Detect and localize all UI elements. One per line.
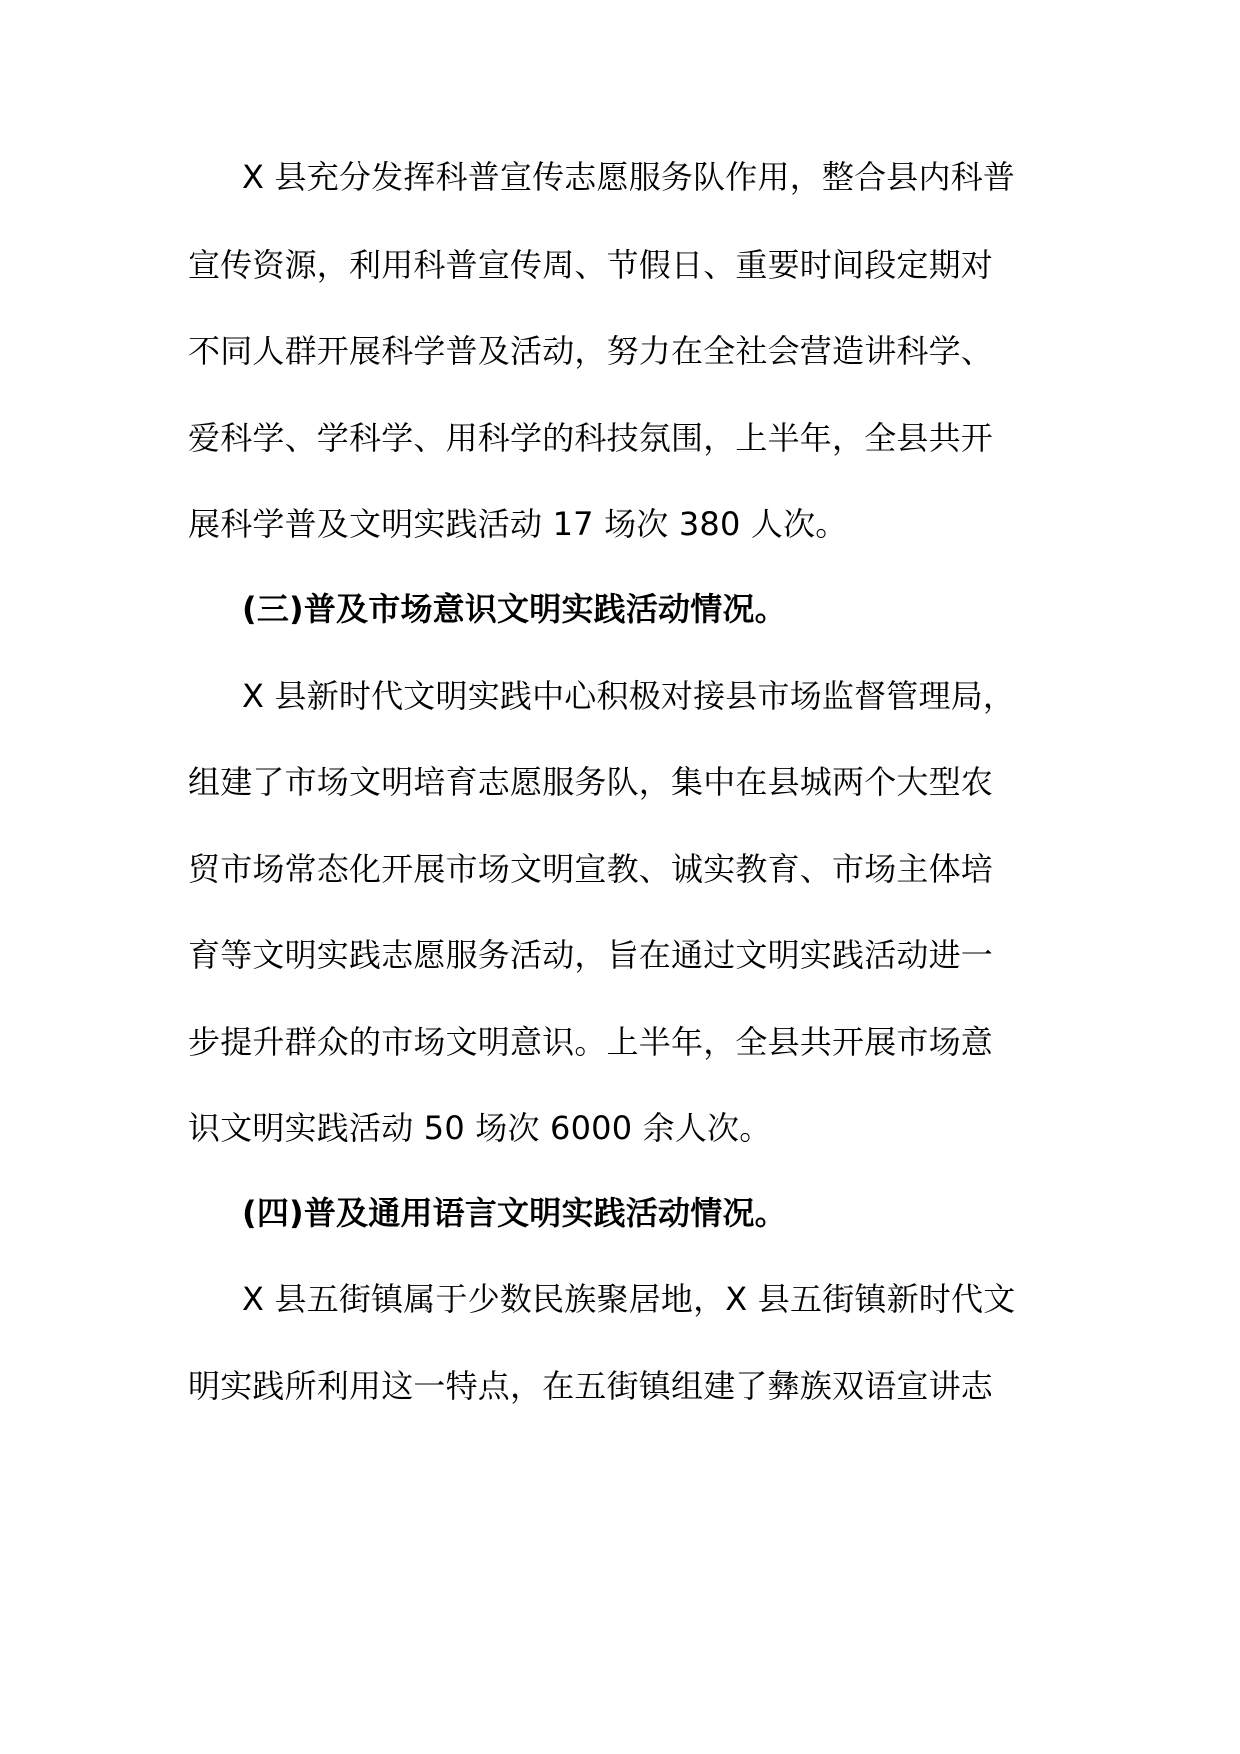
paragraph-line: 贸市场常态化开展市场文明宣教、诚实教育、市场主体培	[188, 850, 994, 888]
paragraph-line: X 县充分发挥科普宣传志愿服务队作用，整合县内科普	[242, 158, 1016, 196]
paragraph-line: X 县五街镇属于少数民族聚居地，X 县五街镇新时代文	[242, 1280, 1016, 1318]
paragraph-line: 育等文明实践志愿服务活动，旨在通过文明实践活动进一	[188, 936, 994, 974]
paragraph-line: 展科学普及文明实践活动 17 场次 380 人次。	[188, 505, 848, 543]
paragraph-line: 组建了市场文明培育志愿服务队，集中在县城两个大型农	[188, 763, 994, 801]
paragraph-line: 不同人群开展科学普及活动，努力在全社会营造讲科学、	[188, 332, 994, 370]
paragraph-line: 步提升群众的市场文明意识。上半年，全县共开展市场意	[188, 1023, 994, 1061]
section-heading: (三)普及市场意识文明实践活动情况。	[242, 590, 787, 628]
paragraph-line: 识文明实践活动 50 场次 6000 余人次。	[188, 1109, 772, 1147]
paragraph-line: 爱科学、学科学、用科学的科技氛围，上半年，全县共开	[188, 419, 994, 457]
paragraph-line: X 县新时代文明实践中心积极对接县市场监督管理局，	[242, 677, 1016, 715]
paragraph-line: 宣传资源，利用科普宣传周、节假日、重要时间段定期对	[188, 246, 994, 284]
section-heading: (四)普及通用语言文明实践活动情况。	[242, 1194, 787, 1232]
paragraph-line: 明实践所利用这一特点，在五街镇组建了彝族双语宣讲志	[188, 1367, 994, 1405]
